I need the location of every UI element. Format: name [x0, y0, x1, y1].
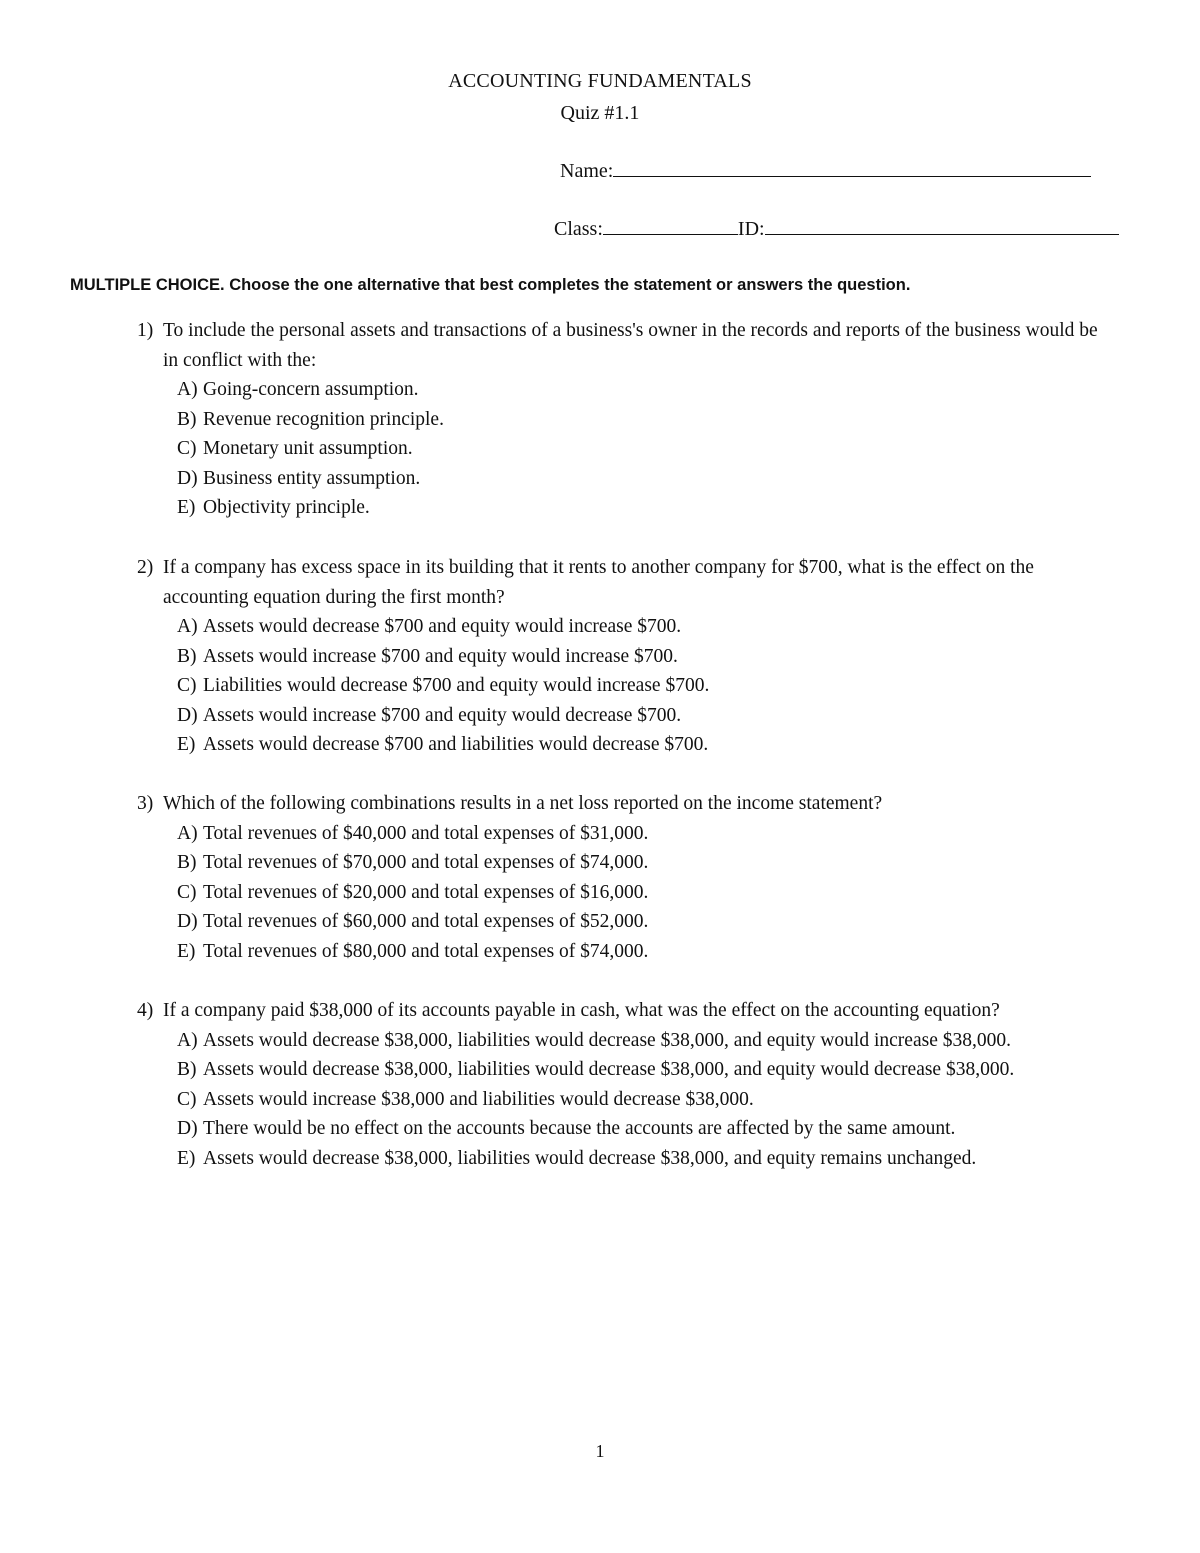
option-c [157, 1085, 1108, 1115]
option-a [157, 819, 1108, 849]
question-3 [137, 789, 1108, 966]
question-stem [137, 553, 1103, 612]
option-letter: C) [177, 881, 197, 903]
option-text: Total revenues of $70,000 and total expenses of $74,000. [203, 852, 649, 873]
option-text: Assets would increase $38,000 and liabilities would decrease $38,000. [203, 1088, 754, 1110]
option-e [157, 493, 1108, 523]
question-text: To include the personal assets and transactions of a business's owner in the records and reports of the business would be in conflict with the: [163, 320, 1098, 371]
option-letter: B) [177, 408, 197, 430]
option-text: Business entity assumption. [203, 467, 421, 489]
option-text: Assets would increase $700 and equity would decrease $700. [203, 704, 682, 726]
option-d [157, 907, 1108, 937]
question-1 [137, 316, 1108, 523]
option-letter: D) [177, 467, 198, 489]
option-b [157, 642, 1108, 672]
option-letter: A) [177, 1029, 198, 1051]
instructions: MULTIPLE CHOICE. Choose the one alternative that best completes the statement or answers the question. [70, 276, 911, 294]
option-b [157, 1055, 1108, 1085]
option-letter: E) [177, 940, 196, 962]
option-text: Total revenues of $40,000 and total expenses of $31,000. [203, 822, 649, 844]
option-letter: D) [177, 911, 198, 932]
option-text: Going-concern assumption. [203, 379, 419, 400]
option-text: Total revenues of $60,000 and total expenses of $52,000. [203, 911, 649, 932]
option-letter: D) [177, 1118, 198, 1139]
option-c [157, 671, 1108, 701]
option-text: Total revenues of $80,000 and total expenses of $74,000. [203, 940, 649, 962]
question-4 [137, 996, 1108, 1173]
question-stem [137, 316, 1103, 375]
question-text: Which of the following combinations results in a net loss reported on the income statement? [163, 793, 883, 814]
class-label: Class: [554, 218, 603, 240]
option-e [157, 730, 1108, 760]
option-letter: E) [177, 1147, 196, 1169]
option-letter: D) [177, 704, 198, 726]
option-letter: E) [177, 497, 196, 518]
option-b [157, 405, 1108, 435]
page-number: 1 [595, 1441, 605, 1461]
option-text: Assets would decrease $38,000, liabilities would decrease $38,000, and equity would decrease $38,000. [203, 1059, 1015, 1080]
option-letter: A) [177, 379, 198, 400]
option-e [157, 1144, 1108, 1174]
id-blank [765, 216, 1119, 235]
class-id-field [554, 216, 1119, 241]
question-number: 3) [137, 793, 154, 814]
question-number: 1) [137, 320, 154, 341]
option-c [157, 878, 1108, 908]
option-d [157, 464, 1108, 494]
option-text: Assets would decrease $38,000, liabilities would decrease $38,000, and equity would increase $38,000. [203, 1029, 1011, 1051]
name-blank [613, 158, 1091, 177]
question-number: 4) [137, 1000, 154, 1021]
option-e [157, 937, 1108, 967]
class-blank [603, 216, 738, 235]
option-letter: A) [177, 822, 198, 844]
option-text: Assets would decrease $38,000, liabilities would decrease $38,000, and equity remains unchanged. [203, 1147, 977, 1169]
option-letter: B) [177, 852, 197, 873]
option-text: Assets would decrease $700 and equity would increase $700. [203, 616, 682, 637]
option-c [157, 434, 1108, 464]
option-a [157, 375, 1108, 405]
name-label: Name: [560, 160, 614, 182]
question-text: If a company paid $38,000 of its accounts payable in cash, what was the effect on the accounting equation? [163, 1000, 1000, 1021]
document-title: ACCOUNTING FUNDAMENTALS [448, 70, 752, 92]
option-text: Total revenues of $20,000 and total expenses of $16,000. [203, 881, 649, 903]
option-d [157, 701, 1108, 731]
question-stem [137, 996, 1103, 1026]
option-letter: E) [177, 734, 196, 755]
option-a [157, 612, 1108, 642]
id-label: ID: [737, 218, 765, 240]
option-text: Revenue recognition principle. [203, 408, 444, 430]
question-number: 2) [137, 557, 154, 578]
name-field [560, 158, 1091, 183]
option-letter: C) [177, 1088, 197, 1110]
option-text: There would be no effect on the accounts because the accounts are affected by the same amount. [203, 1118, 956, 1139]
question-text: If a company has excess space in its building that it rents to another company for $700, what is the effect on the accounting equation during the first month? [163, 557, 1034, 608]
option-letter: B) [177, 1059, 197, 1080]
option-b [157, 848, 1108, 878]
option-text: Objectivity principle. [203, 497, 370, 518]
option-letter: A) [177, 616, 198, 637]
question-2 [137, 553, 1108, 760]
question-stem [137, 789, 1103, 819]
option-a [157, 1026, 1108, 1056]
option-text: Assets would increase $700 and equity would increase $700. [203, 645, 678, 667]
option-text: Monetary unit assumption. [203, 438, 413, 459]
option-text: Assets would decrease $700 and liabilities would decrease $700. [203, 734, 709, 755]
option-letter: C) [177, 675, 197, 696]
option-text: Liabilities would decrease $700 and equity would increase $700. [203, 675, 710, 696]
option-d [157, 1114, 1108, 1144]
quiz-number: Quiz #1.1 [560, 102, 640, 124]
option-letter: C) [177, 438, 197, 459]
option-letter: B) [177, 645, 197, 667]
